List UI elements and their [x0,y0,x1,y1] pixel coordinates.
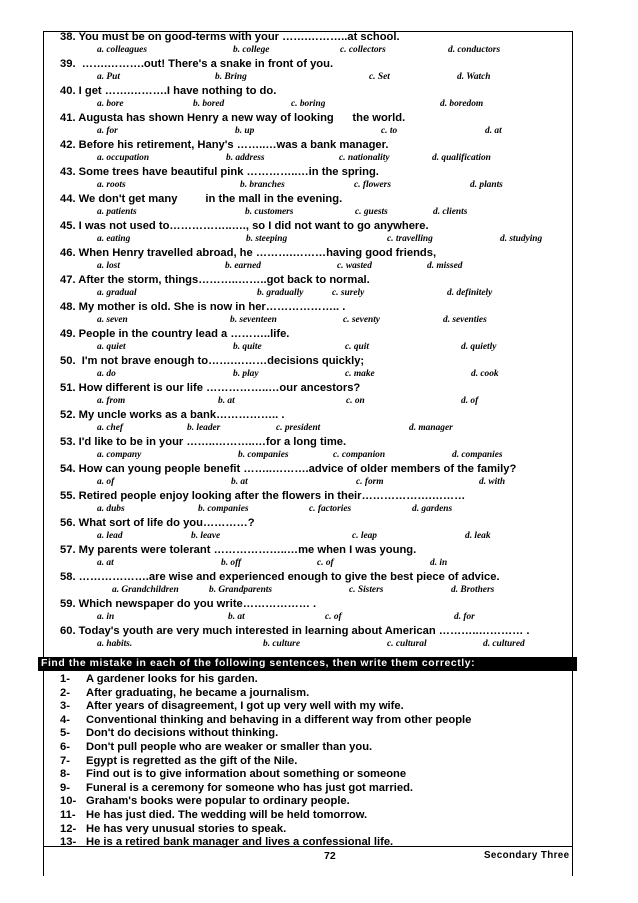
option-c: c. flowers [354,180,391,190]
question-stem: 58. ……………….are wise and experienced enough to give the best piece of advice. [60,571,500,583]
option-c: c. president [276,423,321,433]
option-a: a. patients [97,207,137,217]
option-a: a. colleagues [97,45,147,55]
option-b: b. Grandparents [209,585,273,595]
sentence-text: A gardener looks for his garden. [86,673,258,685]
option-c: c. factories [309,504,352,514]
question-stem: 39. …….……….out! There's a snake in front of you. [60,58,334,70]
option-b: b. at [228,612,245,622]
option-a: a. at [97,558,114,568]
question-stem: 47. After the storm, things………..……..got back to normal. [60,274,370,286]
option-a: a. Put [97,72,120,82]
option-a: a. from [97,396,126,406]
question-stem: 60. Today's youth are very much interested in learning about American ………..………… . [60,625,530,637]
option-c: c. companion [333,450,386,460]
option-a: a. Grandchildren [112,585,179,595]
question-item [50,543,570,570]
option-d: d. seventies [443,315,487,325]
question-item [50,354,570,381]
question-item [50,111,570,138]
question-item [50,84,570,111]
question-stem: 54. How can young people benefit ……..……….advice of older members of the family? [60,463,517,475]
option-b: b. seventeen [230,315,277,325]
option-a: a. habits. [97,639,133,649]
question-stem: 50. I'm not brave enough to…….………decisions quickly; [60,355,365,367]
question-stem: 43. Some trees have beautiful pink …………..…in the spring. [60,166,379,178]
option-b: b. at [231,477,248,487]
mistake-sentence [60,782,570,796]
question-stem: 48. My mother is old. She is now in her……………….. . [60,301,346,313]
answer-options [50,206,570,219]
question-stem: 42. Before his retirement, Hany's ……..…was a bank manager. [60,139,389,151]
option-c: c. seventy [343,315,380,325]
question-stem: 53. I'd like to be in your ……..………..…for a long time. [60,436,347,448]
option-a: a. quiet [97,342,126,352]
question-item [50,57,570,84]
sentence-text: Don't do decisions without thinking. [86,727,279,740]
option-c: c. wasted [337,261,372,271]
question-stem: 49. People in the country lead a ………..life. [60,328,290,340]
option-b: b. off [221,558,242,568]
question-item [50,489,570,516]
option-b: b. customers [245,207,294,217]
option-d: d. gardens [412,504,453,514]
answer-options [50,449,570,462]
question-stem: 45. I was not used to……………..…., so I did not want to go anywhere. [60,220,429,232]
sentence-number: 3- [60,700,70,713]
question-stem: 52. My uncle works as a bank…………….. . [60,409,285,421]
sentence-number: 13- [60,836,77,849]
option-a: a. roots [97,180,126,190]
question-stem: 46. When Henry travelled abroad, he ……….………having good friends, [60,247,437,259]
option-a: a. of [97,477,115,487]
sentence-number: 6- [60,740,70,753]
multiple-choice-section [50,30,570,651]
option-b: b. college [233,45,270,55]
option-a: a. chef [97,423,124,433]
option-b: b. bored [193,99,225,109]
option-d: d. definitely [447,288,493,298]
option-a: a. seven [97,315,128,325]
sentence-number: 8- [60,768,70,781]
mistake-sentence [60,795,570,809]
answer-options [50,341,570,354]
option-d: d. leak [465,531,491,541]
option-a: a. dubs [97,504,125,514]
option-b: b. play [233,369,259,379]
mistake-sentence [60,809,570,823]
sentence-text: He is a retired bank manager and lives a confessional life. [86,836,394,849]
sentence-number: 10- [60,795,77,808]
question-stem: 38. You must be on good-terms with your …….………..at school. [60,31,400,43]
question-item [50,138,570,165]
option-d: d. at [485,126,502,136]
mistakes-list [60,673,570,850]
option-b: b. companies [238,450,289,460]
answer-options [50,260,570,273]
option-b: b. leader [187,423,221,433]
mistake-sentence [60,741,570,755]
sentence-text: Conventional thinking and behaving in a different way from other people [86,713,472,726]
option-a: a. do [97,369,116,379]
option-c: c. form [356,477,384,487]
option-a: a. lead [97,531,123,541]
answer-options [50,179,570,192]
question-item [50,300,570,327]
mistake-sentence [60,673,570,687]
sentence-text: Find out is to give information about something or someone [86,768,407,781]
question-item [50,273,570,300]
option-d: d. cultured [483,639,525,649]
option-b: b. address [226,153,265,163]
option-a: a. eating [97,234,131,244]
option-a: a. occupation [97,153,150,163]
option-c: c. make [345,369,375,379]
sentence-text: After graduating, he became a journalism. [86,686,310,699]
option-d: d. conductors [448,45,501,55]
answer-options [50,476,570,489]
option-c: c. of [325,612,342,622]
option-a: a. in [97,612,115,622]
question-stem: 44. We don't get many in the mall in the evening. [60,193,343,205]
answer-options [50,503,570,516]
sentence-number: 9- [60,781,70,794]
question-item [50,408,570,435]
option-d: d. companies [452,450,503,460]
question-item [50,219,570,246]
question-item [50,165,570,192]
mistake-sentence [60,823,570,837]
answer-options [50,584,570,597]
section-heading-banner: Find the mistake in each of the following sentences, then write them correctly: [38,657,577,671]
question-stem: 59. Which newspaper do you write……………… . [60,598,317,610]
question-item [50,597,570,624]
question-item [50,246,570,273]
answer-options [50,98,570,111]
option-c: c. quit [345,342,369,352]
answer-options [50,638,570,651]
footer-title: Secondary Three [484,850,570,861]
option-a: a. for [97,126,118,136]
question-item [50,192,570,219]
answer-options [50,395,570,408]
sentence-number: 2- [60,686,70,699]
mistake-sentence [60,714,570,728]
option-d: d. for [454,612,475,622]
sentence-number: 1- [60,673,70,685]
sentence-number: 12- [60,822,77,835]
option-c: c. nationality [339,153,390,163]
option-b: b. Bring [215,72,247,82]
option-c: c. collectors [340,45,386,55]
question-item [50,327,570,354]
question-item [50,516,570,543]
option-c: c. Sisters [349,585,384,595]
answer-options [50,530,570,543]
answer-options [50,368,570,381]
option-c: c. leap [352,531,377,541]
question-stem: 41. Augusta has shown Henry a new way of looking the world. [60,112,406,124]
option-d: d. studying [500,234,543,244]
option-d: d. cook [471,369,499,379]
answer-options [50,287,570,300]
option-b: b. at [218,396,235,406]
mistake-sentence [60,687,570,701]
answer-options [50,71,570,84]
option-d: d. Brothers [451,585,495,595]
answer-options [50,233,570,246]
question-item [50,435,570,462]
option-b: b. steeping [246,234,288,244]
option-d: d. Watch [457,72,491,82]
option-c: c. Set [369,72,390,82]
sentence-text: He has just died. The wedding will be held tomorrow. [86,808,368,821]
option-d: d. of [461,396,479,406]
sentence-text: Don't pull people who are weaker or smaller than you. [86,740,373,753]
sentence-text: Graham's books were popular to ordinary people. [86,795,350,808]
option-c: c. on [346,396,365,406]
option-c: c. guests [355,207,388,217]
question-stem: 57. My parents were tolerant ………………..…me when I was young. [60,544,417,556]
sentence-number: 11- [60,808,76,821]
option-c: c. to [381,126,398,136]
option-d: d. with [479,477,506,487]
option-a: a. company [97,450,142,460]
mistake-sentence [60,768,570,782]
question-stem: 51. How different is our life ……………..…our ancestors? [60,382,361,394]
option-c: c. cultural [387,639,427,649]
question-stem: 40. I get …….……….I have nothing to do. [60,85,277,97]
option-b: b. branches [240,180,285,190]
mistake-sentence [60,755,570,769]
option-d: d. in [430,558,448,568]
option-b: b. culture [263,639,300,649]
answer-options [50,314,570,327]
option-c: c. travelling [387,234,433,244]
answer-options [50,611,570,624]
option-d: d. plants [470,180,503,190]
answer-options [50,557,570,570]
option-b: b. leave [191,531,221,541]
sentence-text: After years of disagreement, I got up very well with my wife. [86,700,404,713]
mistake-sentence [60,727,570,741]
footer-rule [43,846,573,847]
answer-options [50,422,570,435]
option-d: d. boredom [440,99,484,109]
sentence-text: Funeral is a ceremony for someone who has just got married. [86,781,414,794]
option-c: c. of [317,558,334,568]
option-b: b. gradually [257,288,304,298]
option-a: a. gradual [97,288,137,298]
option-d: d. manager [409,423,453,433]
question-stem: 56. What sort of life do you…………? [60,517,255,529]
mistake-sentence [60,836,570,850]
question-item [50,570,570,597]
sentence-number: 4- [60,713,70,726]
sentence-number: 7- [60,754,70,767]
mistake-sentence [60,700,570,714]
option-a: a. bore [97,99,124,109]
answer-options [50,152,570,165]
option-d: d. clients [433,207,468,217]
option-b: b. companies [198,504,249,514]
option-c: c. surely [332,288,365,298]
question-item [50,381,570,408]
page-number: 72 [324,850,336,862]
option-c: c. boring [291,99,326,109]
question-stem: 55. Retired people enjoy looking after the flowers in their……………….……… [60,490,466,502]
answer-options [50,125,570,138]
question-item [50,462,570,489]
question-item [50,624,570,651]
option-a: a. lost [97,261,120,271]
option-b: b. earned [225,261,261,271]
sentence-text: Egypt is regretted as the gift of the Nile. [86,754,298,767]
option-d: d. quietly [461,342,497,352]
sentence-text: He has very unusual stories to speak. [86,822,287,835]
option-d: d. qualification [432,153,491,163]
option-b: b. quite [233,342,262,352]
option-b: b. up [235,126,255,136]
sentence-number: 5- [60,727,70,740]
option-d: d. missed [427,261,463,271]
question-item [50,30,570,57]
answer-options [50,44,570,57]
